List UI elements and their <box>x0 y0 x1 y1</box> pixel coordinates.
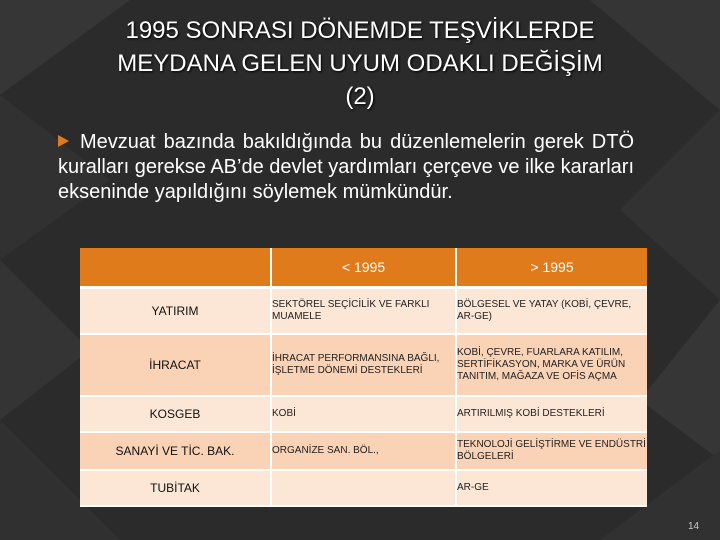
table-row <box>80 335 647 397</box>
table-row <box>80 397 647 433</box>
title-line: MEYDANA GELEN UYUM ODAKLI DEĞİŞİM <box>117 50 603 77</box>
cell-before: SEKTÖREL SEÇİCİLİK VE FARKLI MUAMELE <box>272 289 457 335</box>
cell-before <box>272 471 457 507</box>
cell-before: ORGANİZE SAN. BÖL., <box>272 433 457 471</box>
body-text: Mevzuat bazında bakıldığında bu düzenlemelerin gerek DTÖ kuralları gerekse AB’de devlet yardımları çerçeve ve ilke kararları ekseninde yapıldığını söylemek mümkündür. <box>58 131 634 203</box>
title-line: 1995 SONRASI DÖNEMDE TEŞVİKLERDE <box>125 17 595 44</box>
table-row <box>80 471 647 507</box>
body-paragraph <box>58 130 634 205</box>
page-number: 14 <box>688 521 700 532</box>
cell-before: İHRACAT PERFORMANSINA BAĞLI, İŞLETME DÖNEMİ DESTEKLERİ <box>272 335 457 397</box>
header-empty <box>80 248 272 289</box>
row-label: KOSGEB <box>80 397 272 433</box>
row-label: TUBİTAK <box>80 471 272 507</box>
header-before-1995: < 1995 <box>272 248 457 289</box>
cell-after: KOBİ, ÇEVRE, FUARLARA KATILIM, SERTİFİKASYON, MARKA VE ÜRÜN TANITIM, MAĞAZA VE OFİS AÇMA <box>457 335 647 397</box>
cell-after: BÖLGESEL VE YATAY (KOBİ, ÇEVRE, AR-GE) <box>457 289 647 335</box>
slide-title <box>40 14 680 113</box>
incentive-comparison-table <box>80 248 647 507</box>
header-after-1995: > 1995 <box>457 248 647 289</box>
cell-before: KOBİ <box>272 397 457 433</box>
table-header-row <box>80 248 647 289</box>
row-label: SANAYİ VE TİC. BAK. <box>80 433 272 471</box>
row-label: İHRACAT <box>80 335 272 397</box>
cell-after: AR-GE <box>457 471 647 507</box>
row-label: YATIRIM <box>80 289 272 335</box>
table-row <box>80 433 647 471</box>
cell-after: TEKNOLOJİ GELİŞTİRME VE ENDÜSTRİ BÖLGELERİ <box>457 433 647 471</box>
table-row <box>80 289 647 335</box>
title-line: (2) <box>345 83 375 110</box>
cell-after: ARTIRILMIŞ KOBİ DESTEKLERİ <box>457 397 647 433</box>
